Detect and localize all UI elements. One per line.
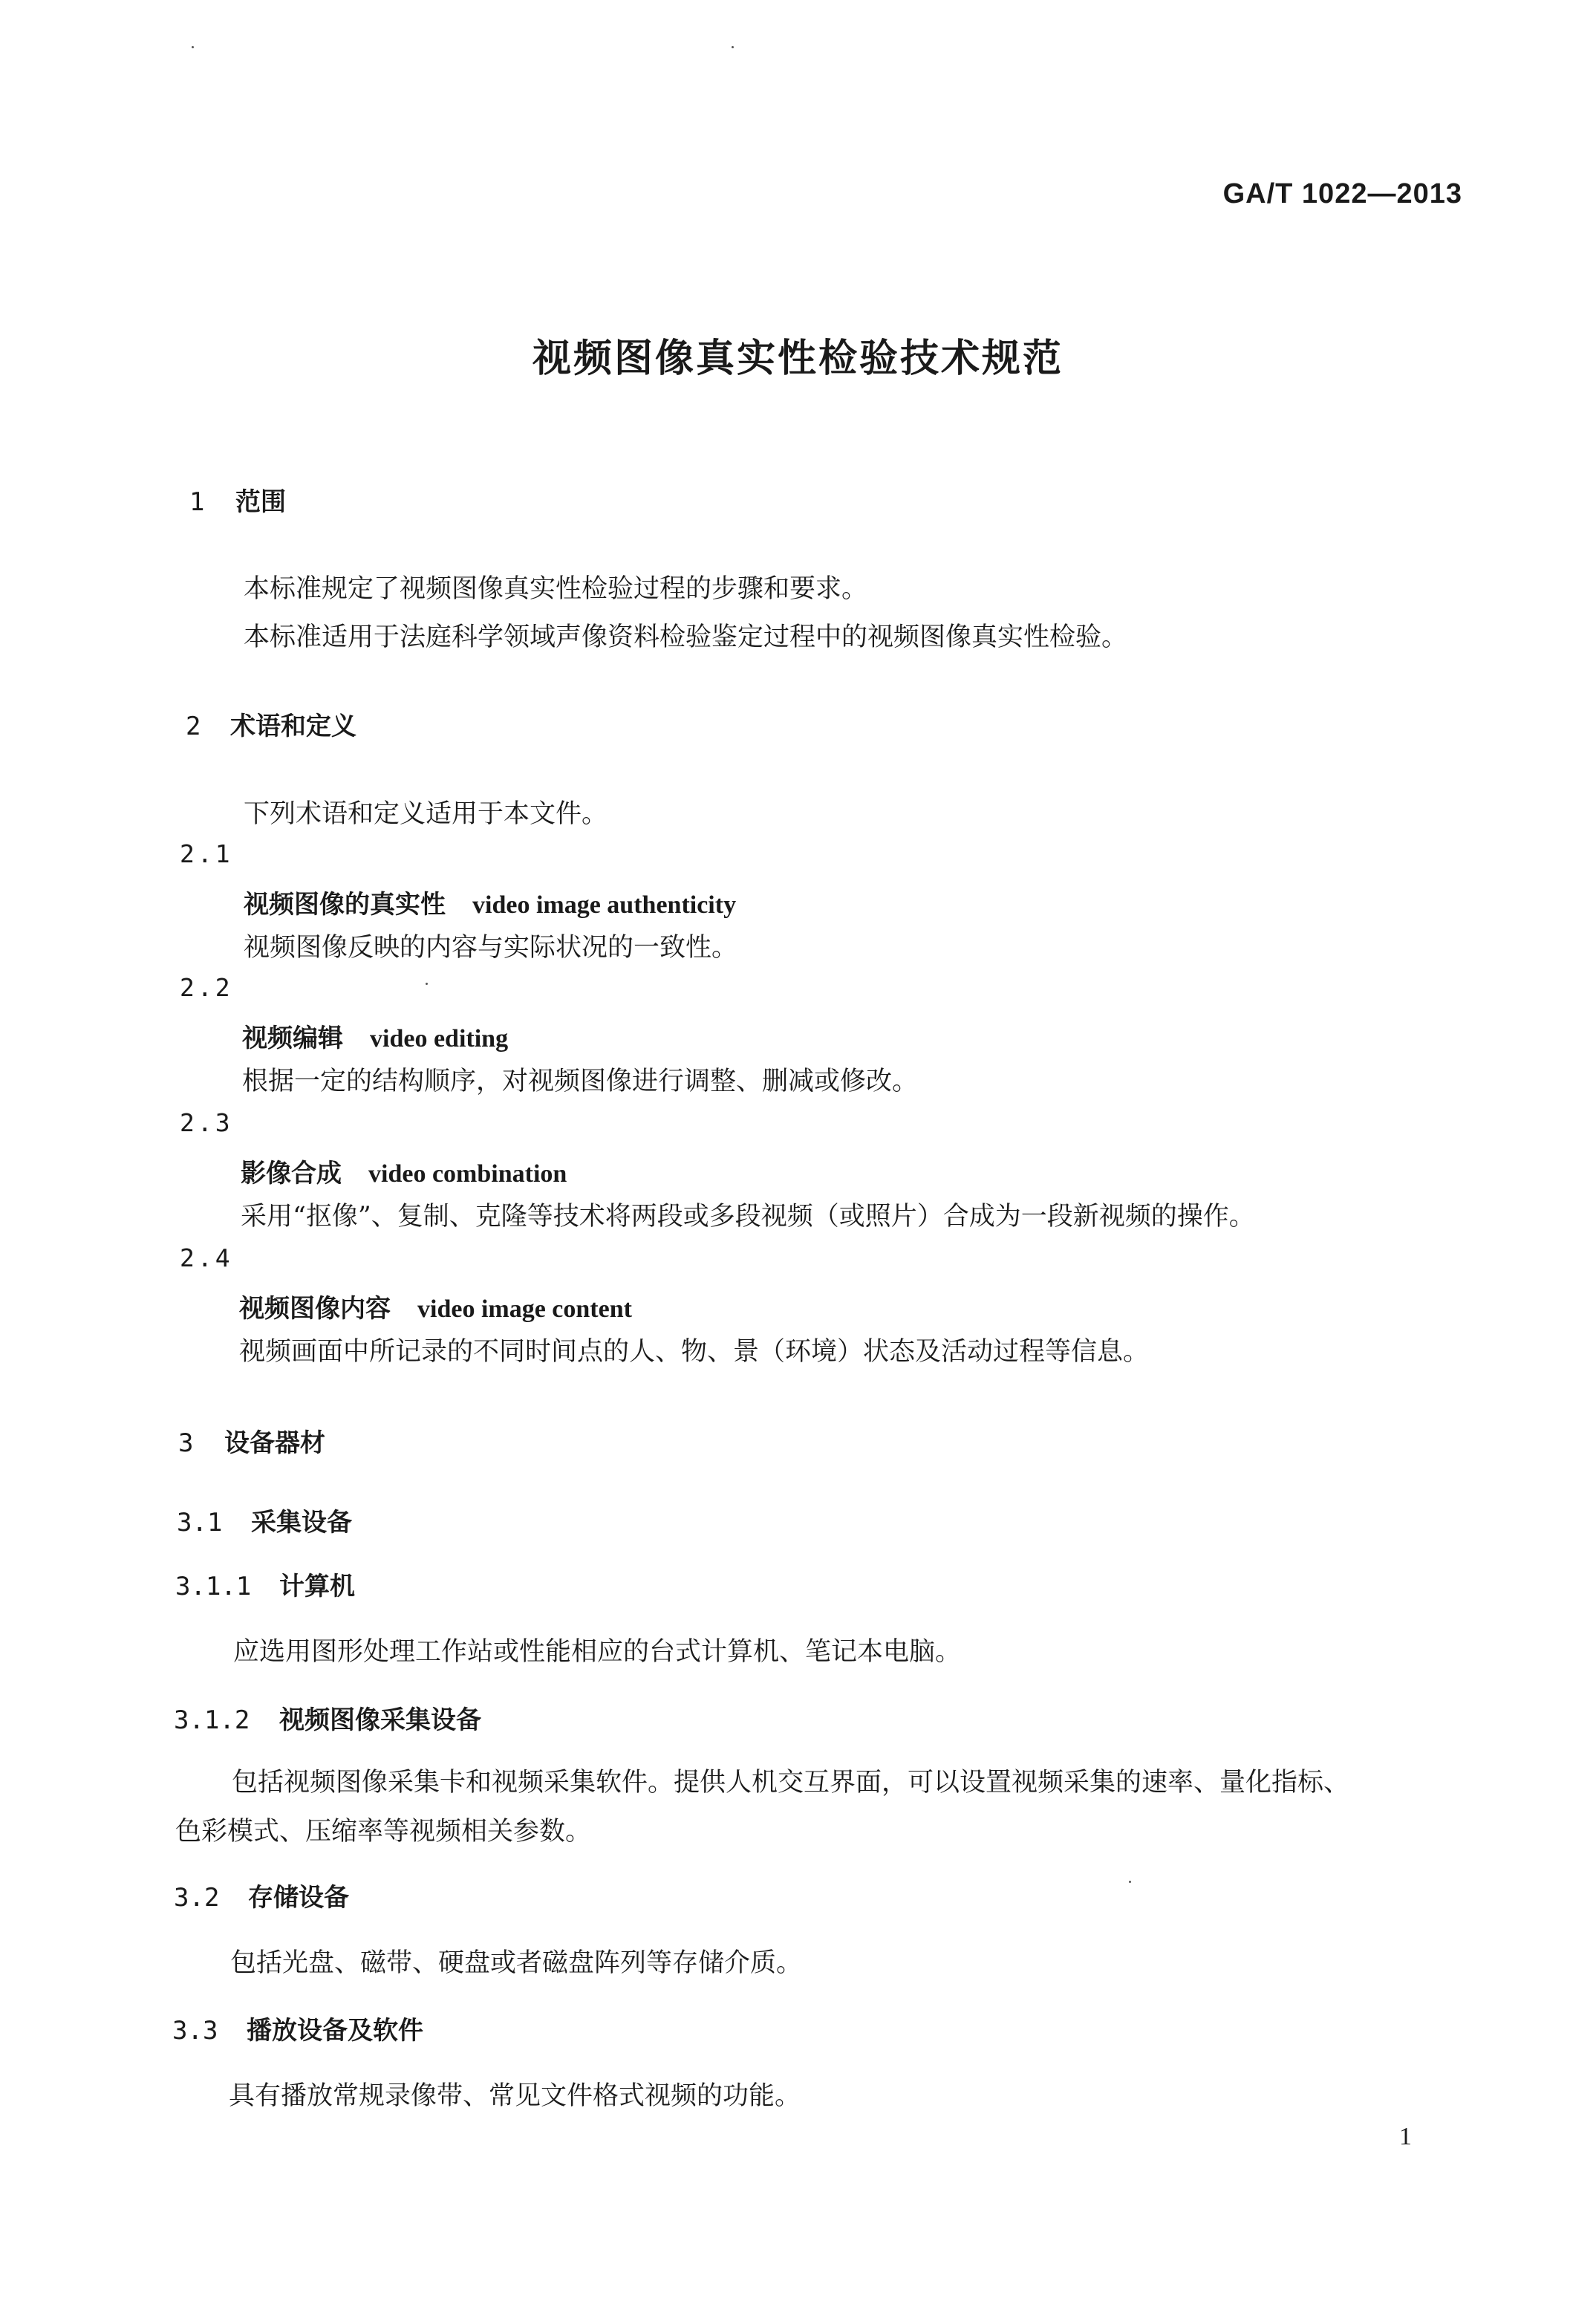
paragraph: 下列术语和定义适用于本文件。 bbox=[244, 799, 608, 829]
paragraph: 具有播放常规录像带、常见文件格式视频的功能。 bbox=[229, 2081, 801, 2111]
section-title: 计算机 bbox=[279, 1572, 355, 1601]
section-number: 3 bbox=[178, 1428, 194, 1458]
term-number: 2.3 bbox=[180, 1108, 233, 1137]
paragraph: 本标准规定了视频图像真实性检验过程的步骤和要求。 bbox=[244, 574, 868, 604]
term-definition: 根据一定的结构顺序，对视频图像进行调整、删减或修改。 bbox=[242, 1067, 919, 1096]
standard-code: GA/T 1022—2013 bbox=[1222, 178, 1462, 209]
page-number: 1 bbox=[1399, 2123, 1412, 2150]
section-title: 设备器材 bbox=[224, 1428, 325, 1458]
term-entry bbox=[244, 884, 736, 920]
term-definition: 视频画面中所记录的不同时间点的人、物、景（环境）状态及活动过程等信息。 bbox=[239, 1337, 1150, 1367]
term-chinese: 视频图像的真实性 bbox=[244, 890, 446, 920]
term-number: 2.2 bbox=[180, 973, 233, 1002]
scan-speck bbox=[1129, 1881, 1131, 1883]
section-number: 1 bbox=[189, 487, 205, 517]
section-title: 视频图像采集设备 bbox=[279, 1705, 481, 1735]
term-definition: 视频图像反映的内容与实际状况的一致性。 bbox=[244, 933, 738, 963]
paragraph: 包括光盘、磁带、硬盘或者磁盘阵列等存储介质。 bbox=[230, 1948, 803, 1978]
section-number: 3.3 bbox=[172, 2016, 218, 2046]
paragraph: 本标准适用于法庭科学领域声像资料检验鉴定过程中的视频图像真实性检验。 bbox=[244, 622, 1128, 652]
term-definition: 采用“抠像”、复制、克隆等技术将两段或多段视频（或照片）合成为一段新视频的操作。 bbox=[241, 1202, 1255, 1232]
term-entry bbox=[241, 1153, 567, 1189]
section-title: 存储设备 bbox=[248, 1883, 349, 1913]
term-entry bbox=[242, 1018, 508, 1054]
scan-speck bbox=[192, 46, 194, 48]
term-english: video image content bbox=[417, 1295, 632, 1323]
term-english: video editing bbox=[370, 1025, 509, 1053]
subsection-3-1-2-heading bbox=[174, 1699, 481, 1736]
section-1-heading bbox=[189, 481, 286, 518]
term-entry bbox=[239, 1288, 632, 1324]
section-title: 播放设备及软件 bbox=[247, 2016, 423, 2046]
document-title: 视频图像真实性检验技术规范 bbox=[532, 336, 1064, 381]
section-number: 3.1 bbox=[177, 1508, 223, 1538]
subsection-3-3-heading bbox=[172, 2010, 423, 2046]
term-number: 2.4 bbox=[180, 1243, 233, 1272]
term-english: video image authenticity bbox=[472, 891, 737, 919]
section-title: 范围 bbox=[235, 487, 286, 517]
term-number: 2.1 bbox=[180, 839, 233, 868]
scan-speck bbox=[426, 983, 428, 985]
section-3-heading bbox=[178, 1422, 325, 1459]
term-chinese: 视频图像内容 bbox=[239, 1294, 391, 1324]
term-chinese: 影像合成 bbox=[241, 1159, 342, 1188]
scan-speck bbox=[732, 46, 734, 48]
paragraph: 应选用图形处理工作站或性能相应的台式计算机、笔记本电脑。 bbox=[233, 1637, 962, 1667]
subsection-3-1-1-heading bbox=[175, 1566, 355, 1602]
subsection-3-1-heading bbox=[177, 1502, 352, 1538]
paragraph: 包括视频图像采集卡和视频采集软件。提供人机交互界面，可以设置视频采集的速率、量化指标、 bbox=[232, 1768, 1350, 1798]
term-english: video combination bbox=[368, 1160, 567, 1188]
section-number: 3.1.1 bbox=[175, 1572, 252, 1601]
section-number: 3.2 bbox=[174, 1883, 220, 1913]
section-number: 3.1.2 bbox=[174, 1705, 250, 1735]
section-number: 2 bbox=[186, 712, 201, 741]
subsection-3-2-heading bbox=[174, 1877, 349, 1913]
section-2-heading bbox=[186, 706, 356, 742]
section-title: 术语和定义 bbox=[230, 712, 356, 741]
term-chinese: 视频编辑 bbox=[242, 1024, 343, 1053]
section-title: 采集设备 bbox=[251, 1508, 352, 1538]
paragraph-continuation: 色彩模式、压缩率等视频相关参数。 bbox=[175, 1817, 592, 1847]
